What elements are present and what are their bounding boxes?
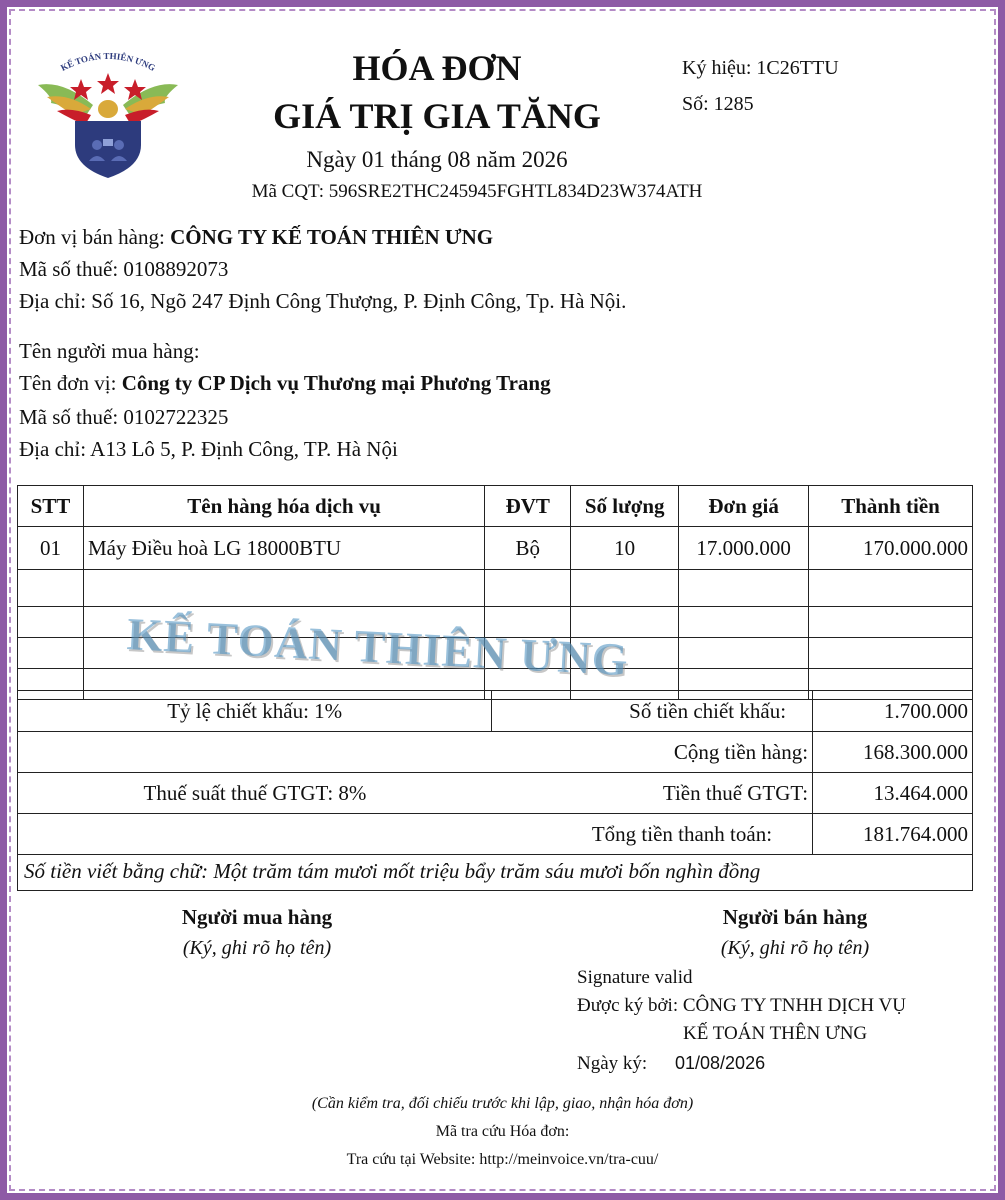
table-row — [18, 570, 973, 607]
buyer-sign-subtitle: (Ký, ghi rõ họ tên) — [182, 937, 332, 959]
subtotal-row — [18, 732, 973, 773]
buyer-tax-code: Mã số thuế: 0102722325 — [19, 405, 229, 429]
vat-rate: Thuế suất thuế GTGT: 8% — [18, 773, 492, 814]
footer-note: (Cần kiểm tra, đối chiếu trước khi lập, giao, nhận hóa đơn) — [311, 1095, 694, 1112]
buyer-person: Tên người mua hàng: — [19, 339, 200, 363]
invoice-date: Ngày 01 tháng 08 năm 2026 — [306, 147, 568, 172]
header-quantity: Số lượng — [571, 486, 679, 527]
signed-by-line2: KẾ TOÁN THÊN ƯNG — [683, 1023, 868, 1044]
total-value: 181.764.000 — [813, 814, 973, 855]
seller-address: Địa chỉ: Số 16, Ngõ 247 Định Công Thượng, P. Định Công, Tp. Hà Nội. — [19, 289, 627, 313]
table-header-row — [18, 486, 973, 527]
discount-value: 1.700.000 — [813, 691, 973, 732]
row-amount: 170.000.000 — [809, 527, 973, 570]
invoice-subtitle: GIÁ TRỊ GIA TĂNG — [273, 96, 601, 136]
header-amount: Thành tiền — [809, 486, 973, 527]
row-stt: 01 — [18, 527, 84, 570]
table-row — [18, 527, 973, 570]
footer-website: Tra cứu tại Website: http://meinvoice.vn/tra-cuu/ — [346, 1151, 659, 1168]
header-unit-price: Đơn giá — [679, 486, 809, 527]
svg-text:KẾ TOÁN THIÊN ƯNG: KẾ TOÁN THIÊN ƯNG — [58, 50, 158, 73]
seller-sign-title: Người bán hàng — [722, 905, 868, 929]
seller-unit-name: CÔNG TY KẾ TOÁN THIÊN ƯNG — [170, 225, 494, 249]
total-label: Tổng tiền thanh toán: — [18, 814, 813, 855]
invoice-title: HÓA ĐƠN — [352, 48, 522, 88]
header-stt: STT — [18, 486, 84, 527]
vat-value: 13.464.000 — [813, 773, 973, 814]
vat-row — [18, 773, 973, 814]
row-quantity: 10 — [571, 527, 679, 570]
seller-sign-subtitle: (Ký, ghi rõ họ tên) — [720, 937, 870, 959]
subtotal-label: Cộng tiền hàng: — [18, 732, 813, 773]
company-logo — [33, 45, 183, 180]
sign-date-value: 01/08/2026 — [675, 1053, 766, 1073]
buyer-address: Địa chỉ: A13 Lô 5, P. Định Công, TP. Hà Nội — [19, 437, 398, 461]
tax-authority-code: Mã CQT: 596SRE2THC245945FGHTL834D23W374ATH — [251, 181, 703, 202]
discount-row — [18, 691, 973, 732]
watermark: KẾ TOÁN THIÊN ƯNG — [125, 608, 630, 686]
header-item-name: Tên hàng hóa dịch vụ — [83, 486, 484, 527]
invoice-number: Số: 1285 — [682, 93, 754, 115]
row-item-name: Máy Điều hoà LG 18000BTU — [83, 527, 484, 570]
signature-valid: Signature valid — [577, 967, 693, 988]
discount-rate: Tỷ lệ chiết khấu: 1% — [18, 691, 492, 732]
totals-table — [17, 690, 973, 855]
signed-by-line1: Được ký bởi: CÔNG TY TNHH DỊCH VỤ — [577, 995, 906, 1016]
vat-label: Tiền thuế GTGT: — [492, 773, 813, 814]
invoice-symbol: Ký hiệu: 1C26TTU — [682, 57, 839, 79]
eagle-shield-icon — [33, 45, 183, 180]
buyer-unit — [19, 371, 551, 396]
amount-in-words: Số tiền viết bằng chữ: Một trăm tám mươi mốt triệu bẩy trăm sáu mươi bốn nghìn đồng — [17, 854, 973, 891]
sign-date-label: Ngày ký: — [577, 1053, 648, 1074]
seller-unit — [19, 225, 493, 250]
seller-tax-code: Mã số thuế: 0108892073 — [19, 257, 229, 281]
subtotal-value: 168.300.000 — [813, 732, 973, 773]
footer-lookup-code: Mã tra cứu Hóa đơn: — [435, 1123, 570, 1140]
row-unit-price: 17.000.000 — [679, 527, 809, 570]
buyer-sign-title: Người mua hàng — [181, 905, 333, 929]
discount-label: Số tiền chiết khấu: — [492, 691, 813, 732]
total-row — [18, 814, 973, 855]
seller-unit-label: Đơn vị bán hàng: — [19, 225, 165, 249]
buyer-unit-name: Công ty CP Dịch vụ Thương mại Phương Trang — [121, 371, 551, 395]
buyer-unit-label: Tên đơn vị: — [19, 371, 117, 395]
header-unit: ĐVT — [485, 486, 571, 527]
row-unit: Bộ — [485, 527, 571, 570]
